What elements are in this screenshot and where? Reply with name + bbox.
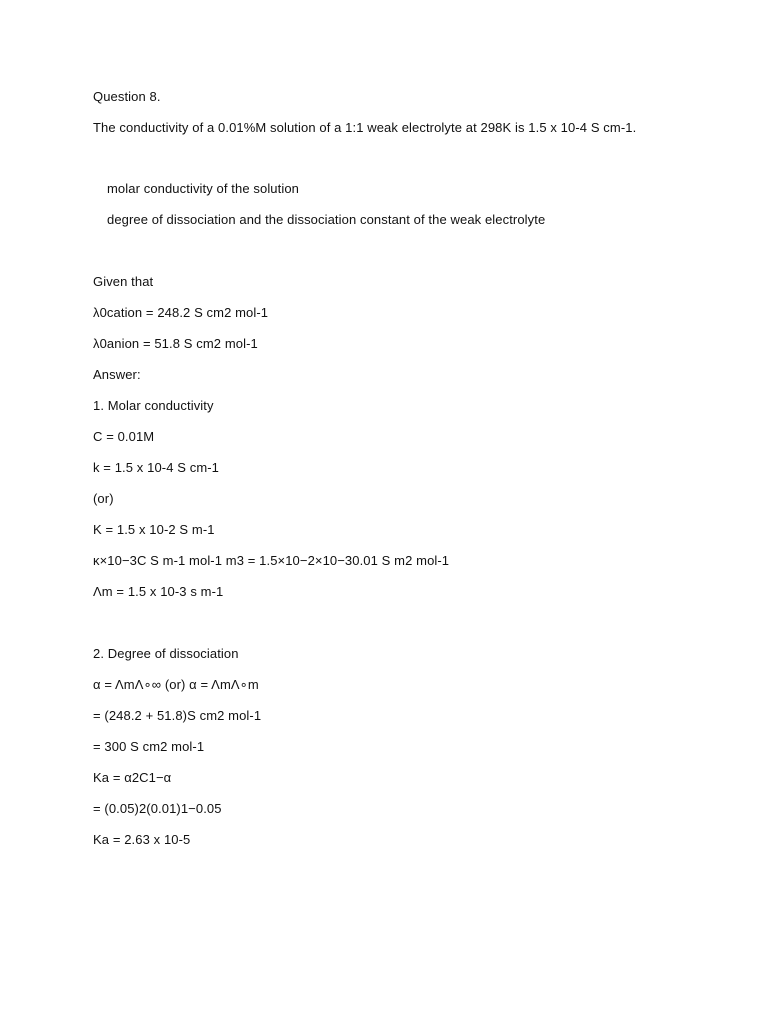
part1-heading: 1. Molar conductivity: [93, 398, 214, 413]
part2-line: = (0.05)2(0.01)1−0.05: [93, 801, 222, 816]
answer-label: Answer:: [93, 367, 141, 382]
part2-line: = 300 S cm2 mol-1: [93, 739, 205, 754]
part2-line: Ka = α2C1−α: [93, 770, 172, 785]
part2-line: Ka = 2.63 x 10-5: [93, 832, 191, 847]
question-text: The conductivity of a 0.01%M solution of a 1:1 weak electrolyte at 298K is 1.5 x 10-4 S cm-1.: [93, 120, 637, 135]
part1-line: K = 1.5 x 10-2 S m-1: [93, 522, 215, 537]
part1-line: C = 0.01M: [93, 429, 155, 444]
given-line: λ0cation = 248.2 S cm2 mol-1: [93, 305, 269, 320]
part2-line: α = ΛmΛ∘∞ (or) α = ΛmΛ∘m: [93, 677, 259, 692]
part2-heading: 2. Degree of dissociation: [93, 646, 239, 661]
part1-line: k = 1.5 x 10-4 S cm-1: [93, 460, 220, 475]
task-item: molar conductivity of the solution: [107, 181, 299, 196]
task-item: degree of dissociation and the dissociation constant of the weak electrolyte: [107, 212, 546, 227]
part1-line: κ×10−3C S m-1 mol-1 m3 = 1.5×10−2×10−30.01 S m2 mol-1: [93, 553, 450, 568]
part2-line: = (248.2 + 51.8)S cm2 mol-1: [93, 708, 262, 723]
given-line: λ0anion = 51.8 S cm2 mol-1: [93, 336, 258, 351]
part1-line: Λm = 1.5 x 10-3 s m-1: [93, 584, 224, 599]
given-label: Given that: [93, 274, 154, 289]
question-title: Question 8.: [93, 89, 161, 104]
part1-line: (or): [93, 491, 114, 506]
